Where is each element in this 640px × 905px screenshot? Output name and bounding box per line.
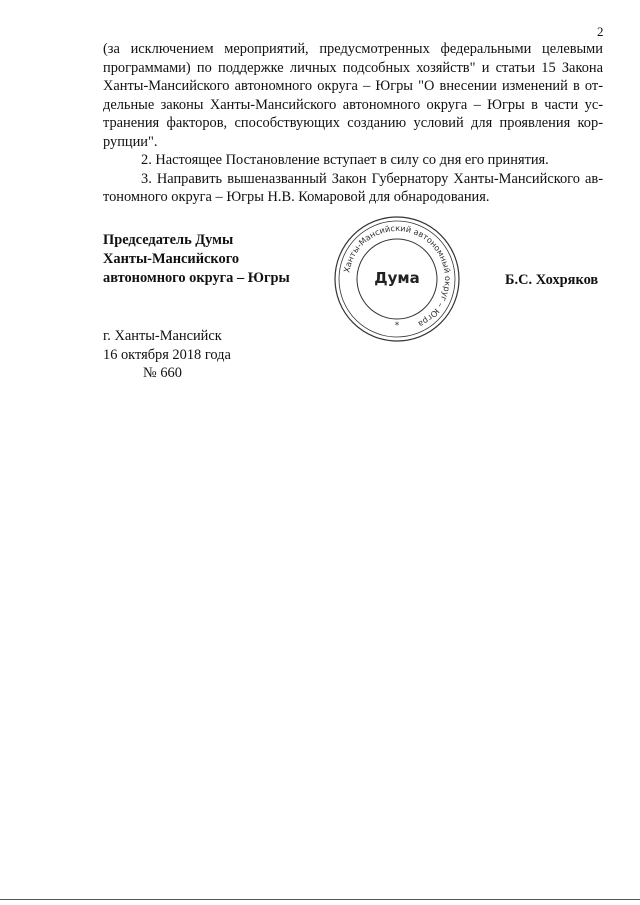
page-number: 2 bbox=[597, 24, 604, 39]
document-number: № 660 bbox=[143, 365, 182, 381]
seal-star-icon: * bbox=[394, 321, 400, 331]
body-line: Ханты-Мансийского автономного округа – Югры "О внесении изменений в от- bbox=[103, 78, 603, 94]
body-line: тономного округа – Югры Н.В. Комаровой для обнародования. bbox=[103, 189, 490, 205]
signatory-title-line: Ханты-Мансийского bbox=[103, 251, 240, 267]
seal-ring-text: Ханты-Мансийский автономный округ – Югра bbox=[341, 222, 454, 330]
body-line: транения факторов, способствующих созданию условий для проявления кор- bbox=[103, 115, 603, 131]
official-seal bbox=[332, 214, 462, 344]
body-line: дельные законы Ханты-Мансийского автономного округа – Югры в части ус- bbox=[103, 96, 603, 113]
place-and-date bbox=[103, 327, 231, 383]
seal-center-text: Дума bbox=[374, 269, 420, 287]
body-paragraph-3: 3. Направить вышеназванный Закон Губернатору Ханты-Мансийского ав- bbox=[141, 170, 603, 187]
body-line: (за исключением мероприятий, предусмотренных федеральными целевыми bbox=[103, 41, 603, 57]
document-body bbox=[103, 40, 603, 207]
signatory-title bbox=[103, 231, 290, 288]
signatory-name: Б.С. Хохряков bbox=[505, 272, 599, 288]
body-line: рупции". bbox=[103, 133, 158, 150]
signatory-title-line: автономного округа – Югры bbox=[103, 270, 290, 286]
body-paragraph-2: 2. Настоящее Постановление вступает в силу со дня его принятия. bbox=[141, 152, 549, 168]
city: г. Ханты-Мансийск bbox=[103, 328, 222, 344]
body-line: программами) по поддержке личных подсобных хозяйств" и статьи 15 Закона bbox=[103, 59, 603, 76]
page-bottom-edge bbox=[0, 899, 640, 900]
signatory-title-line: Председатель Думы bbox=[103, 232, 234, 248]
date: 16 октября 2018 года bbox=[103, 346, 231, 363]
